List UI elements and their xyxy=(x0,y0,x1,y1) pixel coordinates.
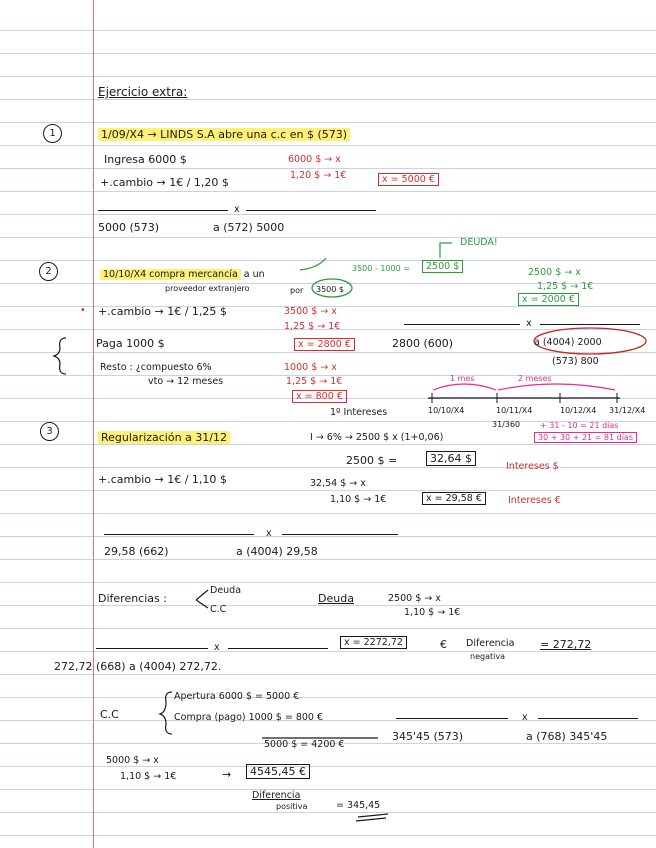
resto-text-b: vto → 12 meses xyxy=(148,376,224,387)
result-box: 32,64 $ xyxy=(426,451,476,466)
timeline-date: 10/12/X4 xyxy=(560,406,597,415)
journal-x: x xyxy=(266,528,272,539)
deuda-title: Deuda xyxy=(318,592,354,605)
dif-pos-value: = 345,45 xyxy=(336,800,381,811)
result-box: x = 5000 € xyxy=(378,173,439,186)
journal-line xyxy=(246,210,376,211)
journal-credit: a (4004) 2000 xyxy=(534,337,602,348)
dif-pos-label-b: positiva xyxy=(276,802,308,811)
page-title: Ejercicio extra: xyxy=(98,85,188,99)
calc-line: 6000 $ → x xyxy=(288,154,341,165)
section-number: 2 xyxy=(39,262,58,281)
journal-x: x xyxy=(234,204,240,215)
calc-line: 1,10 $ → 1€ xyxy=(404,607,461,618)
journal-credit-2: (573) 800 xyxy=(552,356,599,367)
pink-arc xyxy=(498,384,615,390)
section2-header-b: a un xyxy=(243,269,265,280)
journal-line xyxy=(104,534,254,535)
days-box: 30 + 30 + 21 = 81 días xyxy=(534,432,637,443)
cc-line: Apertura 6000 $ = 5000 € xyxy=(174,691,300,702)
journal-credit: a (768) 345'45 xyxy=(526,730,608,743)
journal-line xyxy=(282,534,398,535)
section-number: 3 xyxy=(40,422,59,441)
journal-debit: 345'45 (573) xyxy=(392,730,464,743)
rule-line: 2500 $ → x xyxy=(528,267,581,278)
journal-line xyxy=(540,324,640,325)
split-arrow xyxy=(196,590,208,608)
calc-line: 32,54 $ → x xyxy=(310,478,366,489)
journal-line xyxy=(396,718,508,719)
timeline-label: 1 mes xyxy=(450,374,475,383)
diff-box: 2500 $ xyxy=(422,260,463,273)
green-arrow xyxy=(300,258,326,270)
deuda-label: DEUDA! xyxy=(460,237,498,248)
timeline-date: 31/12/X4 xyxy=(609,406,646,415)
journal-credit: a (572) 5000 xyxy=(213,221,285,234)
journal-line xyxy=(538,718,638,719)
timeline-label: 2 meses xyxy=(518,374,552,383)
section2-header-c: proveedor extranjero xyxy=(165,284,250,293)
deuda-arrow xyxy=(440,243,452,258)
cc-line: Compra (pago) 1000 $ = 800 € xyxy=(174,712,324,723)
journal-x: x xyxy=(522,712,528,723)
section2-header: 10/10/X4 compra mercancía xyxy=(100,269,241,280)
resto-text: Resto : ¿compuesto 6% xyxy=(100,362,212,373)
section-number: 1 xyxy=(43,124,62,143)
journal-credit: a (4004) 29,58 xyxy=(236,545,318,558)
journal-line xyxy=(228,648,328,649)
journal-debit: 2800 (600) xyxy=(392,337,454,350)
interest-label: Intereses € xyxy=(508,495,561,506)
dif-neg-label: Diferencia xyxy=(466,638,515,649)
dif-option: Deuda xyxy=(210,585,242,596)
dif-neg-label-b: negativa xyxy=(470,652,505,661)
purchase-amount: 3500 $ xyxy=(316,285,344,294)
journal-line xyxy=(98,210,228,211)
journal-x: x xyxy=(214,642,220,653)
bullet-dot: • xyxy=(80,305,86,316)
interes-label: 1º Intereses xyxy=(330,407,388,418)
calc-line: 1,20 $ → 1€ xyxy=(290,170,347,181)
diff-text: 3500 - 1000 = xyxy=(352,264,410,273)
rule-line: 1,25 $ → 1€ xyxy=(537,281,594,292)
calc-line: 1,10 $ → 1€ xyxy=(120,771,177,782)
journal-x: x xyxy=(526,318,532,329)
underline xyxy=(356,818,386,821)
journal-debit: 5000 (573) xyxy=(98,221,160,234)
section2-header-d: por xyxy=(290,286,304,295)
ingresa-text: Ingresa 6000 $ xyxy=(104,153,187,166)
result-box: x = 800 € xyxy=(292,390,347,403)
section1-header: 1/09/X4 → LINDS S.A abre una c.c en $ (573) xyxy=(98,128,350,141)
tcambio-text: +.cambio → 1€ / 1,20 $ xyxy=(100,176,229,189)
journal-entry: 272,72 (668) a (4004) 272,72. xyxy=(54,660,222,673)
dif-neg-value: = 272,72 xyxy=(540,638,592,651)
underline xyxy=(358,814,388,817)
interest-label: Intereses $ xyxy=(506,461,559,472)
cc-label: C.C xyxy=(100,708,119,721)
arrow-glyph: → xyxy=(222,768,232,781)
days-calc: + 31 - 10 = 21 días xyxy=(540,421,619,430)
result-box: x = 29,58 € xyxy=(422,492,486,505)
rule-box: x = 2000 € xyxy=(518,293,579,306)
interest-result: 2500 $ = xyxy=(346,454,398,467)
timeline-date: 10/11/X4 xyxy=(496,406,533,415)
cc-total: 5000 $ = 4200 € xyxy=(264,739,345,750)
result-box: 4545,45 € xyxy=(246,764,310,779)
journal-line xyxy=(404,324,520,325)
curly-brace xyxy=(160,692,172,734)
timeline-date: 10/10/X4 xyxy=(428,406,465,415)
paga-text: Paga 1000 $ xyxy=(96,337,165,350)
days-base: 31/360 xyxy=(492,420,521,429)
result-box: x = 2272,72 xyxy=(340,636,407,649)
calc-line: 2500 $ → x xyxy=(388,593,441,604)
tcambio-text: +.cambio → 1€ / 1,25 $ xyxy=(98,305,227,318)
dif-pos-label: Diferencia xyxy=(252,790,301,801)
calc-line: 1000 $ → x xyxy=(284,362,337,373)
calc-line: 1,25 $ → 1€ xyxy=(284,321,341,332)
diferencias-label: Diferencias : xyxy=(98,592,167,605)
calc-line: 1,25 $ → 1€ xyxy=(286,376,343,387)
dif-option: C.C xyxy=(210,604,227,615)
tcambio-text: +.cambio → 1€ / 1,10 $ xyxy=(98,473,227,486)
section3-header: Regularización a 31/12 xyxy=(98,431,230,444)
calc-line: 1,10 $ → 1€ xyxy=(330,494,387,505)
journal-debit: 29,58 (662) xyxy=(104,545,169,558)
journal-line xyxy=(96,648,208,649)
curly-brace xyxy=(54,338,66,374)
calc-line: 3500 $ → x xyxy=(284,306,337,317)
unit-label: € xyxy=(440,638,447,651)
calc-line: 5000 $ → x xyxy=(106,755,159,766)
result-box: x = 2800 € xyxy=(294,338,355,351)
interest-formula: I → 6% → 2500 $ x (1+0,06) xyxy=(310,432,444,443)
